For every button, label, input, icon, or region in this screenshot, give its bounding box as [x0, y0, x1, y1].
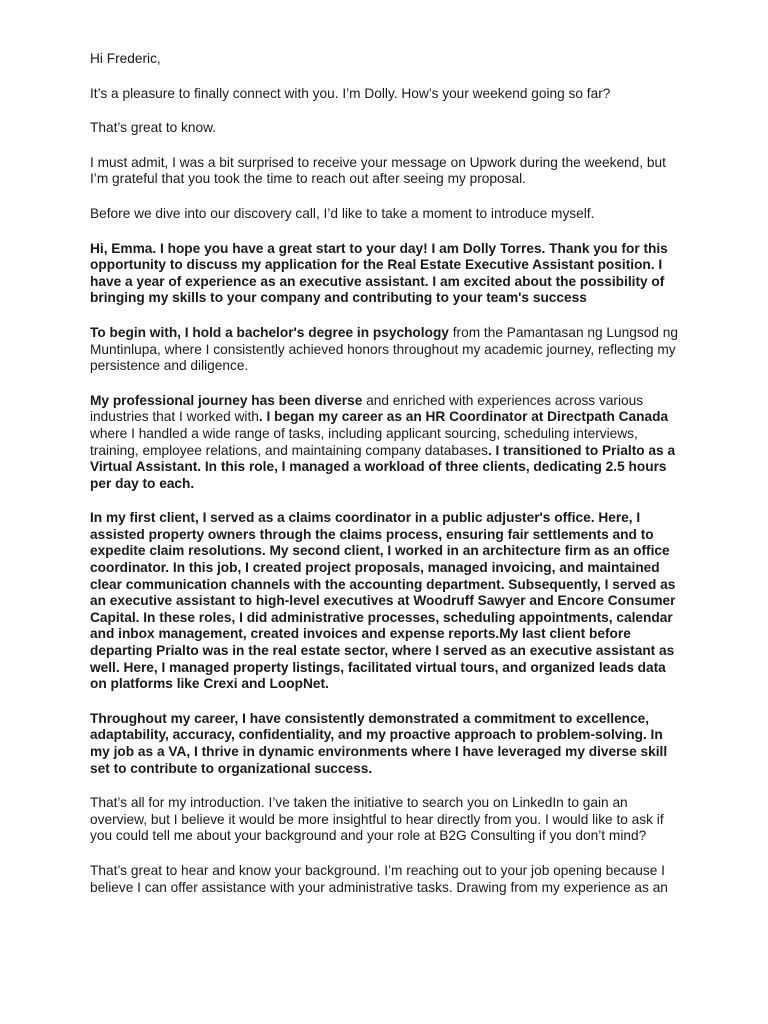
education-text: from the Pamantasan ng Lungsod ng Muntinlupa, where I consistently achieved honors throughout my academic journey, reflecting my persistence and diligence. [90, 324, 678, 374]
paragraph-linkedin: That’s all for my introduction. I’ve taken the initiative to search you on LinkedIn to gain an overview, but I believe it would be more insightful to hear directly from you. I would like to ask if you could tell me about your background and your role at B2G Consulting if you don’t mind? [90, 795, 664, 844]
career-text-2: where I handled a wide range of tasks, including applicant sourcing, scheduling interviews, training, employee relations, and maintaining company databases [90, 425, 638, 458]
paragraph-education [90, 325, 686, 375]
career-text-1: and enriched with experiences across various industries that I worked with [90, 392, 644, 425]
paragraph-commitment: Throughout my career, I have consistently demonstrated a commitment to excellence, adaptability, accuracy, confidentiality, and my proactive approach to problem-solving. In my job as a VA, I thrive in dynamic environments where I have leveraged my diverse skill set to contribute to organizational success. [90, 710, 668, 776]
paragraph-intro-emma: Hi, Emma. I hope you have a great start to your day! I am Dolly Torres. Thank you for this opportunity to discuss my application for the Real Estate Executive Assistant position. I have a year of experience as an executive assistant. I am excited about the possibility of bringing my skills to your company and contributing to your team's success [90, 240, 668, 306]
paragraph-upwork: I must admit, I was a bit surprised to receive your message on Upwork during the weekend, but I’m grateful that you took the time to reach out after seeing my proposal. [90, 154, 666, 187]
letter-body [90, 51, 686, 896]
paragraph-career [90, 393, 686, 493]
education-bold-text: To begin with, I hold a bachelor's degree in psychology [90, 324, 449, 340]
greeting: Hi Frederic, [90, 51, 161, 66]
paragraph-clients: In my first client, I served as a claims coordinator in a public adjuster's office. Here, I assisted property owners through the claims process, ensuring fair settlements and to expedite claim resolutions. My second client, I worked in an architecture firm as an office coordinator. In this job, I created project proposals, managed invoicing, and maintained clear communication channels with the accounting department. Subsequently, I served as an executive assistant to high-level executives at Woodruff Sawyer and Encore Consumer Capital. In these roles, I did administrative processes, scheduling appointments, calendar and inbox management, created invoices and expense reports.My last client before departing Prialto was in the real estate sector, where I served as an executive assistant as well. Here, I managed property listings, facilitated virtual tours, and organized leads data on platforms like Crexi and LoopNet. [90, 510, 676, 692]
paragraph-discovery-call: Before we dive into our discovery call, I’d like to take a moment to introduce myself. [90, 205, 595, 221]
career-bold-1: My professional journey has been diverse [90, 392, 363, 408]
career-bold-2: . I began my career as an HR Coordinator at Directpath Canada [258, 409, 669, 425]
paragraph-pleasure: It’s a pleasure to finally connect with you. I’m Dolly. How’s your weekend going so far? [90, 85, 611, 101]
paragraph-great-to-know: That’s great to know. [90, 120, 217, 136]
paragraph-job-opening: That’s great to hear and know your background. I’m reaching out to your job opening because I believe I can offer assistance with your administrative tasks. Drawing from my experience as an [90, 862, 668, 895]
career-bold-3: . I transitioned to Prialto as a Virtual Assistant. In this role, I managed a workload of three clients, dedicating 2.5 hours per day to each. [90, 442, 676, 491]
